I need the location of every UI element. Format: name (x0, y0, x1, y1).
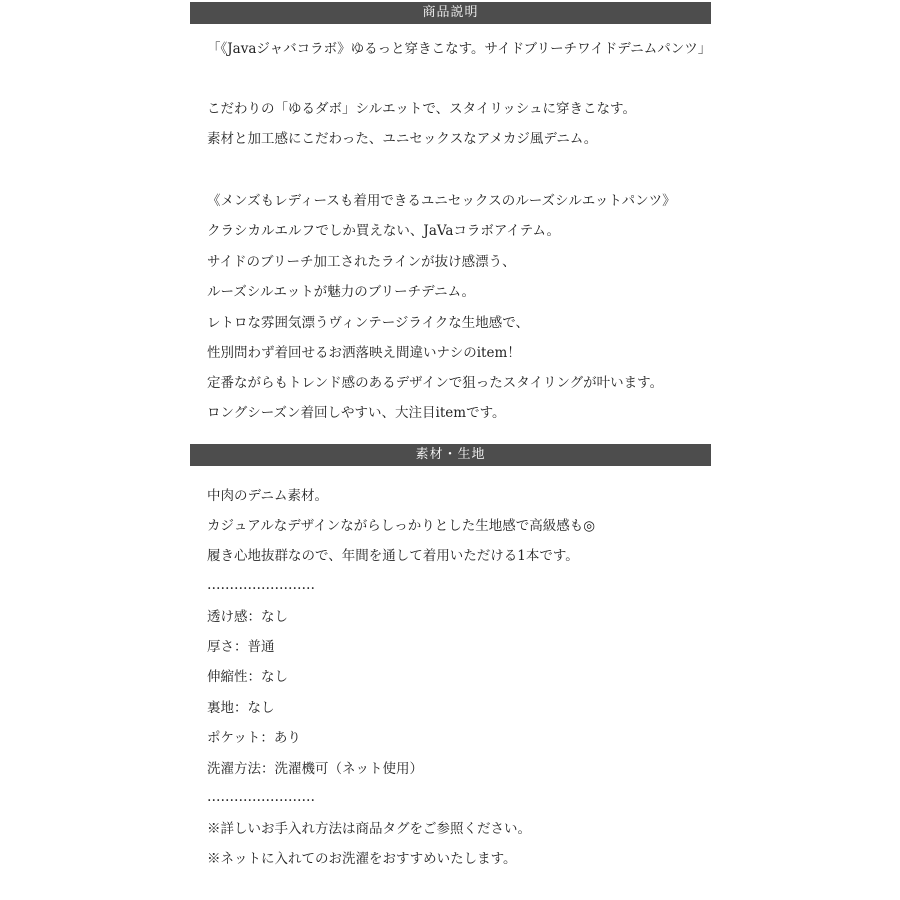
description-line: 《メンズもレディースも着用できるユニセックスのルーズシルエットパンツ》 (207, 193, 676, 209)
material-line: 厚さ：普通 (207, 639, 275, 655)
material-divider: …………………… (207, 789, 315, 805)
material-divider: …………………… (207, 577, 315, 593)
section-title-material: 素材・生地 (415, 447, 486, 462)
material-line: 透け感：なし (207, 609, 288, 625)
description-line: ルーズシルエットが魅力のブリーチデニム。 (207, 284, 476, 300)
description-line: 性別問わず着回せるお洒落映え間違いナシのitem！ (207, 345, 521, 361)
material-line: 伸縮性：なし (207, 669, 288, 685)
section-title-description: 商品説明 (422, 5, 479, 20)
material-line: ポケット：あり (207, 730, 301, 746)
material-line: 履き心地抜群なので、年間を通して着用いただける1本です。 (207, 548, 579, 564)
description-line: レトロな雰囲気漂うヴィンテージライクな生地感で、 (207, 315, 529, 331)
description-line: 素材と加工感にこだわった、ユニセックスなアメカジ風デニム。 (207, 131, 598, 147)
description-line: 「《Javaジャバコラボ》ゆるっと穿きこなす。サイドブリーチワイドデニムパンツ」 (207, 41, 712, 57)
material-line: 中肉のデニム素材。 (207, 488, 328, 504)
material-line: カジュアルなデザインながらしっかりとした生地感で高級感も◎ (207, 518, 596, 534)
material-line: 洗濯方法：洗濯機可（ネット使用） (207, 761, 423, 777)
description-line: こだわりの「ゆるダボ」シルエットで、スタイリッシュに穿きこなす。 (207, 101, 636, 117)
description-line: ロングシーズン着回しやすい、大注目itemです。 (207, 405, 506, 421)
material-note: ※ネットに入れてのお洗濯をおすすめいたします。 (207, 851, 517, 867)
description-line: クラシカルエルフでしか買えない、JaVaコラボアイテム。 (207, 223, 560, 239)
section-header-description (190, 2, 711, 24)
description-line: 定番ながらもトレンド感のあるデザインで狙ったスタイリングが叶います。 (207, 375, 664, 391)
material-note: ※詳しいお手入れ方法は商品タグをご参照ください。 (207, 821, 531, 837)
section-header-material (190, 444, 711, 466)
description-line: サイドのブリーチ加工されたラインが抜け感漂う、 (207, 254, 516, 270)
material-line: 裏地：なし (207, 700, 275, 716)
